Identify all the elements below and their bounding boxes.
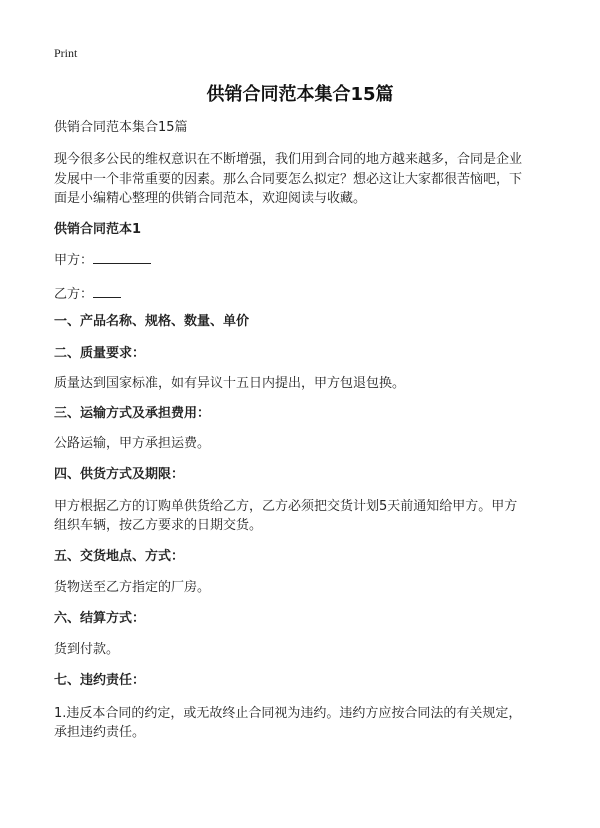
clause-text-5: 货物送至乙方指定的厂房。 [54,580,211,595]
clause-heading-5: 五、交货地点、方式： [54,549,185,564]
clause-heading-3: 三、运输方式及承担费用： [54,406,211,421]
party-b-row [54,284,121,305]
party-b-label: 乙方： [54,287,94,302]
print-link[interactable]: Print [54,46,78,60]
party-a-blank [93,250,151,264]
clause-heading-2: 二、质量要求： [54,346,146,361]
intro-line: 现今很多公民的维权意识在不断增强，我们用到合同的地方越来越多，合同是企业 [54,152,523,167]
clause-text-4: 组织车辆，按乙方要求的日期交货。 [54,518,263,533]
document-title: 供销合同范本集合15篇 [206,84,394,105]
section-title: 供销合同范本1 [54,222,142,237]
intro-line: 面是小编精心整理的供销合同范本，欢迎阅读与收藏。 [54,191,367,206]
party-a-row [54,250,151,271]
clause-text-4: 甲方根据乙方的订购单供货给乙方，乙方必须把交货计划5天前通知给甲方。甲方 [54,499,518,514]
clause-text-6: 货到付款。 [54,642,120,657]
clause-heading-7: 七、违约责任： [54,673,146,688]
clause-text-3: 公路运输，甲方承担运费。 [54,436,211,451]
intro-line: 发展中一个非常重要的因素。那么合同要怎么拟定？想必这让大家都很苦恼吧，下 [54,172,523,187]
clause-heading-1: 一、产品名称、规格、数量、单价 [54,314,250,329]
party-a-label: 甲方： [54,253,94,268]
clause-text-7: 承担违约责任。 [54,725,146,740]
clause-text-2: 质量达到国家标准，如有异议十五日内提出，甲方包退包换。 [54,376,406,391]
clause-text-7: 1.违反本合同的约定，或无故终止合同视为违约。违约方应按合同法的有关规定， [54,706,522,721]
clause-heading-4: 四、供货方式及期限： [54,467,185,482]
clause-heading-6: 六、结算方式： [54,611,146,626]
document-subtitle: 供销合同范本集合15篇 [54,120,188,135]
party-b-blank [93,284,121,298]
